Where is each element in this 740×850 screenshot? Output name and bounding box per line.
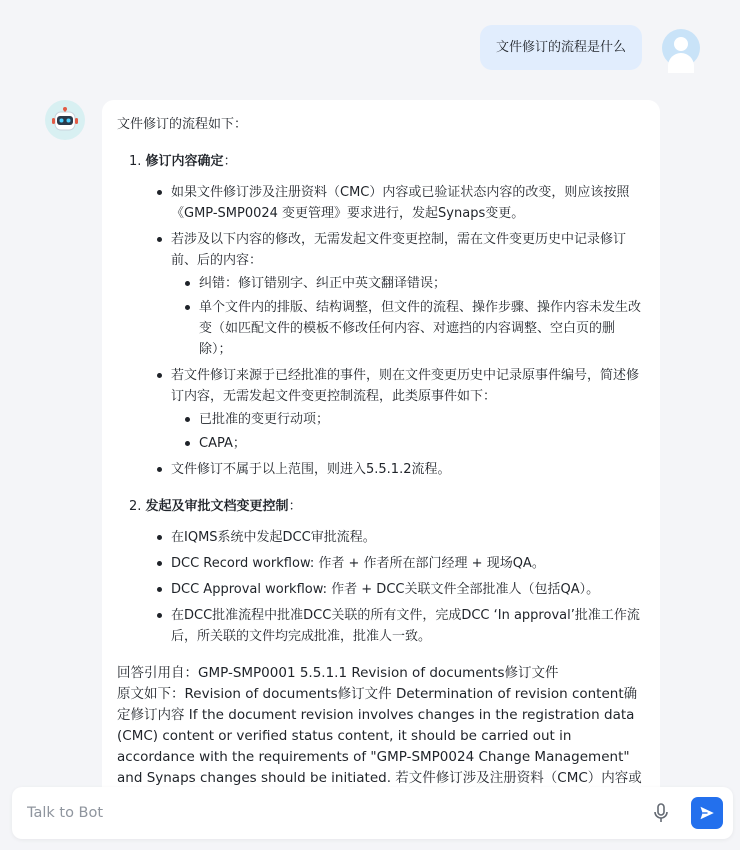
robot-icon [45,100,85,140]
message-input[interactable] [12,793,649,833]
list-item: 在DCC批准流程中批准DCC关联的所有文件，完成DCC ‘In approval’批准工作流后，所关联的文件均完成批准，批准人一致。 [157,605,644,647]
original-text: 原文如下：Revision of documents修订文件 Determination of revision content确定修订内容 If the document revision involves changes in the registration data (CMC) content or verified status content, it should be carried out in accordance with the requirements of "GMP-SMP0024 Change Management" and Synaps changes should be initiated. 若文件修订涉及注册资料（CMC）内容或 [117,686,642,786]
bot-intro: 文件修订的流程如下： [117,117,248,132]
microphone-icon[interactable] [649,801,673,825]
bot-message-card [102,100,660,820]
send-button[interactable] [691,797,723,829]
list-item: 若文件修订来源于已经批准的事件，则在文件变更历史中记录原事件编号，简述修订内容，无需发起文件变更控制流程，此类原事件如下： 已批准的变更行动项； CAPA； [157,365,644,454]
list-item: 文件修订不属于以上范围，则进入5.5.1.2流程。 [157,459,644,480]
section-1-title: 1. 修订内容确定： [129,154,237,169]
sub-list-item: 纠错：修订错别字、纠正中英文翻译错误； [185,273,644,294]
user-message-bubble: 文件修订的流程是什么 [480,25,642,70]
message-input-bar [12,787,733,839]
list-item: 如果文件修订涉及注册资料（CMC）内容或已验证状态内容的改变，则应该按照《GMP-SMP0024 变更管理》要求进行，发起Synaps变更。 [157,182,644,224]
reference-line: 回答引用自：GMP-SMP0001 5.5.1.1 Revision of documents修订文件 [117,665,559,681]
list-item: DCC Approval workflow: 作者 + DCC关联文件全部批准人（包括QA）。 [157,579,644,600]
sub-list-item: 已批准的变更行动项； [185,409,644,430]
section-2 [129,496,644,647]
user-avatar-icon [662,29,700,67]
sub-list-item: 单个文件内的排版、结构调整，但文件的流程、操作步骤、操作内容未发生改变（如匹配文件的模板不修改任何内容、对遮挡的内容调整、空白页的删除）； [185,297,644,360]
list-item: 若涉及以下内容的修改，无需发起文件变更控制，需在文件变更历史中记录修订前、后的内容： 纠错：修订错别字、纠正中英文翻译错误； 单个文件内的排版、结构调整，但文件的流程、操作步骤、操作内容未发生改变（如匹配文件的模板不修改任何内容、对遮挡的内容调整、空白页的删除）； [157,229,644,360]
send-icon [699,805,715,821]
user-message-row [480,25,700,70]
section-2-title: 2. 发起及审批文档变更控制： [129,499,302,514]
list-item: DCC Record workflow: 作者 + 作者所在部门经理 + 现场QA。 [157,553,644,574]
section-1 [129,151,644,480]
sub-list-item: CAPA； [185,433,644,454]
list-item: 在IQMS系统中发起DCC审批流程。 [157,527,644,548]
